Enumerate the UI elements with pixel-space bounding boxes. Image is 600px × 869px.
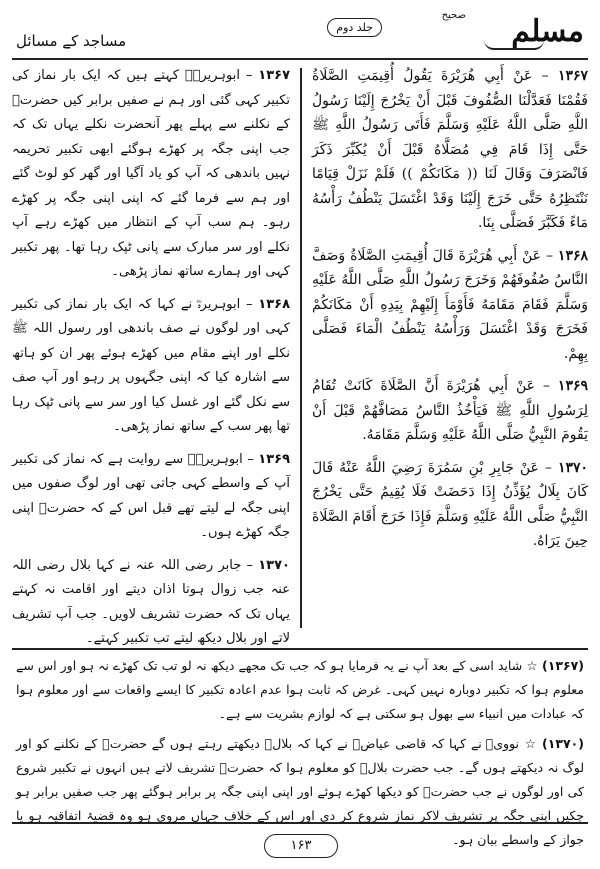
hadith-number: ۱۳۶۸ [557,247,588,264]
hadith-number: ۱۳۶۹ [258,451,291,467]
hadith-text: عَنْ أَبِي هُرَيْرَةَ قَالَ أُقِيمَتِ الصَّلَاةُ وَصَفَّ النَّاسُ صُفُوفَهُمْ وَخَرَجَ رَسُولُ اللَّهِ صَلَّى اللَّهُ عَلَيْهِ وَسَلَّمَ فَقَامَ مَقَامَهُ فَأَوْمَأَ إِلَيْهِمْ بِيَدِهِ أَنْ مَكَانَكُمْ فَخَرَجَ وَقَدْ اغْتَسَلَ وَرَأْسُهُ يَنْطُفُ الْمَاءَ فَصَلَّى بِهِمْ. [312,247,588,362]
footnote-marker: (۱۳۶۷) ☆ [526,658,584,673]
urdu-column [12,64,290,660]
arabic-hadith: ۱۳۷۰ – عَنْ جَابِرِ بْنِ سَمُرَةَ رَضِيَ اللَّهُ عَنْهُ قَالَ كَانَ بِلَالٌ يُؤَذِّنُ إِذَا دَحَضَتْ فَلَا يُقِيمُ حَتَّى يَخْرُجَ النَّبِيُّ صَلَّى اللَّهُ عَلَيْهِ وَسَلَّمَ فَإِذَا خَرَجَ أَقَامَ الصَّلَاةَ حِينَ يَرَاهُ. [312,459,589,549]
urdu-translation: ۱۳۶۷ – ابوہریرہؓ کہتے ہیں کہ ایک بار نماز کی تکبیر کہی گئی اور ہم نے صفیں برابر کیں حضرتؐ کے نکلنے سے پہلے پھر آنحضرت نکلے یہاں تک کہ جب اپنی جگہ پر کھڑے ہوگئے ابھی تکبیر تحریمہ نہیں باندھی کہ آپ کو یاد آگیا اور گھر کو لوٹ گئے اور ہم سے فرما گئے کہ اپنی اپنی جگہ پر کھڑے رہو۔ ہم سب آپ کے انتظار میں کھڑے رہے آپ نکلے اور سر مبارک سے پانی ٹپک رہا تھا۔ پھر تکبیر کہی اور ہمارے ساتھ نماز پڑھی۔ [12,68,291,279]
footnote-text: نوویؒ نے کہا کہ قاضی عیاضؒ نے کہا کہ بلالؓ دیکھتے رہتے ہوں گے حضرتؐ کے نکلنے کو اور لوگ نہ دیکھتے ہوں گے۔ جب حضرت بلالؓ کو معلوم ہوا کہ حضرتؐ تشریف لاتے ہیں انہوں نے تکبیر شروع کی اور لوگوں نے جب حضرتؐ کو دیکھا کھڑے ہوئے اور اپنی اپنی جگہ پر برابر ہوگئے پھر جب صفیں برابر ہو چکیں اپنی جگہ پر تشریف لاکر نماز شروع کر دی اور اس کے خلاف جہاں مروی ہو وہ قضیۂ اتفاقیہ ہو یا جواز کے واسطے بیان ہو۔ [16,736,584,847]
arabic-hadith: ۱۳۶۷ – عَنْ أَبِي هُرَيْرَةَ يَقُولُ أُقِيمَتِ الصَّلَاةُ فَقُمْنَا فَعَدَّلْنَا الصُّفُوفَ قَبْلَ أَنْ يَخْرُجَ إِلَيْنَا رَسُولُ اللَّهِ صَلَّى اللَّهُ عَلَيْهِ وَسَلَّمَ فَأَتَى رَسُولُ اللَّهِ ﷺ حَتَّى إِذَا قَامَ فِي مُصَلَّاهُ قَبْلَ أَنْ يُكَبِّرَ ذَكَرَ فَانْصَرَفَ وَقَالَ لَنَا (( مَكَانَكُمْ )) فَلَمْ نَزَلْ قِيَامًا نَنْتَظِرُهُ حَتَّى خَرَجَ إِلَيْنَا وَقَدْ اغْتَسَلَ يَنْطُفُ رَأْسُهُ مَاءً فَكَبَّرَ فَصَلَّى بِنَا. [312,68,589,231]
footnote-text: شاید اسی کے بعد آپ نے یہ فرمایا ہو کہ جب تک مجھے دیکھ نہ لو تب تک کھڑے نہ ہو اور اس سے معلوم ہوا کہ تکبیر دوبارہ نہیں کہی۔ غرض کہ ثابت ہوا عدم اعادہ تکبیر کا ایسے واقعات سے اور معلوم ہوا کہ عبادات میں انبیاء سے بھول ہو سکتی ہے کہ لوازم بشریت سے ہے۔ [16,658,584,721]
page-number: ۱۶۳ [264,834,338,858]
arabic-hadith: ۱۳۶۹ – عَنْ أَبِي هُرَيْرَةَ أَنَّ الصَّلَاةَ كَانَتْ تُقَامُ لِرَسُولِ اللَّهِ ﷺ فَيَأْخُذُ النَّاسُ مَصَافَّهُمْ قَبْلَ أَنْ يَقُومَ النَّبِيُّ صَلَّى اللَّهُ عَلَيْهِ وَسَلَّمَ مَقَامَهُ. [312,378,588,443]
hadith-number: ۱۳۶۹ [557,378,588,394]
ornament-icon [484,38,544,50]
hadith-number: ۱۳۶۷ [258,68,291,83]
hadith-text: عَنْ أَبِي هُرَيْرَةَ أَنَّ الصَّلَاةَ كَانَتْ تُقَامُ لِرَسُولِ اللَّهِ ﷺ فَيَأْخُذُ النَّاسُ مَصَافَّهُمْ قَبْلَ أَنْ يَقُومَ النَّبِيُّ صَلَّى اللَّهُ عَلَيْهِ وَسَلَّمَ مَقَامَهُ. [312,378,588,443]
hadith-number: ۱۳۷۰ [557,459,589,476]
translation-text: ابوہریرہؓ سے روایت ہے کہ نماز کی تکبیر آپ کے واسطے کہی جاتی تھی اور لوگ صفوں میں اپنی جگہ لے لیتے تھے قبل اس کے کہ حضرتؐ اپنی جگہ کھڑے ہوں۔ [12,451,290,540]
page-header [12,8,588,60]
arabic-column [312,64,588,562]
book-title: مسلم [511,14,584,49]
chapter-title: مساجد کے مسائل [16,32,127,50]
footnote-marker: (۱۳۷۰) ☆ [523,736,584,751]
translation-text: جابر رضی اللہ عنہ نے کہا بلال رضی اللہ عنہ جب زوال ہوتا اذان دیتے اور اقامت نہ کہتے یہاں تک کہ حضرت تشریف لاویں۔ جب آپ تشریف لاتے اور بلال دیکھ لیتے تب تکبیر کہتے۔ [12,557,290,646]
volume-badge: جلد دوم [327,18,382,37]
footnote [16,654,584,726]
page [12,8,588,860]
hadith-number: ۱۳۶۸ [258,296,291,312]
book-title-logo [394,10,584,56]
translation-text: ابوہریرہؓ نے کہا کہ ایک بار نماز کی تکبیر کہی اور لوگوں نے صف باندھی اور رسول اللہ ﷺ نکلے اور اپنے مقام میں کھڑے ہوئے پھر ان کو ہاتھ سے اشارہ کیا کہ اپنی جگہوں پر رہو اور آپ صف سے نکل گئے اور غسل کیا اور سر سے پانی ٹپک رہا تھا پھر سب کے ساتھ نماز پڑھی۔ [12,296,290,434]
hadith-number: ۱۳۶۷ [557,68,589,84]
urdu-translation: ۱۳۶۸ – ابوہریرہؓ نے کہا کہ ایک بار نماز کی تکبیر کہی اور لوگوں نے صف باندھی اور رسول اللہ ﷺ نکلے اور اپنے مقام میں کھڑے ہوئے پھر ان کو ہاتھ سے اشارہ کیا کہ اپنی جگہوں پر رہو اور آپ صف سے نکل گئے اور غسل کیا اور سر سے پانی ٹپک رہا تھا پھر سب کے ساتھ نماز پڑھی۔ [12,296,291,434]
hadith-number: ۱۳۷۰ [258,557,290,573]
urdu-translation: ۱۳۶۹ – ابوہریرہؓ سے روایت ہے کہ نماز کی تکبیر آپ کے واسطے کہی جاتی تھی اور لوگ صفوں میں اپنی جگہ لے لیتے تھے قبل اس کے کہ حضرتؐ اپنی جگہ کھڑے ہوں۔ [12,451,291,540]
hadith-columns [12,64,588,644]
column-divider [300,68,302,628]
arabic-hadith: ۱۳۶۸ – عَنْ أَبِي هُرَيْرَةَ قَالَ أُقِيمَتِ الصَّلَاةُ وَصَفَّ النَّاسُ صُفُوفَهُمْ وَخَرَجَ رَسُولُ اللَّهِ صَلَّى اللَّهُ عَلَيْهِ وَسَلَّمَ فَقَامَ مَقَامَهُ فَأَوْمَأَ إِلَيْهِمْ بِيَدِهِ أَنْ مَكَانَكُمْ فَخَرَجَ وَقَدْ اغْتَسَلَ وَرَأْسُهُ يَنْطُفُ الْمَاءَ فَصَلَّى بِهِمْ. [312,247,588,362]
hadith-text: عَنْ أَبِي هُرَيْرَةَ يَقُولُ أُقِيمَتِ الصَّلَاةُ فَقُمْنَا فَعَدَّلْنَا الصُّفُوفَ قَبْلَ أَنْ يَخْرُجَ إِلَيْنَا رَسُولُ اللَّهِ صَلَّى اللَّهُ عَلَيْهِ وَسَلَّمَ فَأَتَى رَسُولُ اللَّهِ ﷺ حَتَّى إِذَا قَامَ فِي مُصَلَّاهُ قَبْلَ أَنْ يُكَبِّرَ ذَكَرَ فَانْصَرَفَ وَقَالَ لَنَا (( مَكَانَكُمْ )) فَلَمْ نَزَلْ قِيَامًا نَنْتَظِرُهُ حَتَّى خَرَجَ إِلَيْنَا وَقَدْ اغْتَسَلَ يَنْطُفُ رَأْسُهُ مَاءً فَكَبَّرَ فَصَلَّى بِنَا. [312,68,588,231]
book-title-prefix: صحیح [441,10,466,21]
translation-text: ابوہریرہؓ کہتے ہیں کہ ایک بار نماز کی تکبیر کہی گئی اور ہم نے صفیں برابر کیں حضرتؐ کے نکلنے سے پہلے پھر آنحضرت نکلے یہاں تک کہ جب اپنی جگہ پر کھڑے ہوگئے ابھی تکبیر تحریمہ نہیں باندھی کہ آپ کو یاد آگیا اور گھر کو لوٹ گئے اور ہم سے فرما گئے کہ اپنی اپنی جگہ پر کھڑے رہو۔ ہم سب آپ کے انتظار میں کھڑے رہے آپ نکلے اور سر مبارک سے پانی ٹپک رہا تھا۔ پھر تکبیر کہی اور ہمارے ساتھ نماز پڑھی۔ [12,68,290,279]
urdu-translation: ۱۳۷۰ – جابر رضی اللہ عنہ نے کہا بلال رضی اللہ عنہ جب زوال ہوتا اذان دیتے اور اقامت نہ کہتے یہاں تک کہ حضرت تشریف لاویں۔ جب آپ تشریف لاتے اور بلال دیکھ لیتے تب تکبیر کہتے۔ [12,557,290,646]
hadith-text: عَنْ جَابِرِ بْنِ سَمُرَةَ رَضِيَ اللَّهُ عَنْهُ قَالَ كَانَ بِلَالٌ يُؤَذِّنُ إِذَا دَحَضَتْ فَلَا يُقِيمُ حَتَّى يَخْرُجَ النَّبِيُّ صَلَّى اللَّهُ عَلَيْهِ وَسَلَّمَ فَإِذَا خَرَجَ أَقَامَ الصَّلَاةَ حِينَ يَرَاهُ. [312,459,588,549]
